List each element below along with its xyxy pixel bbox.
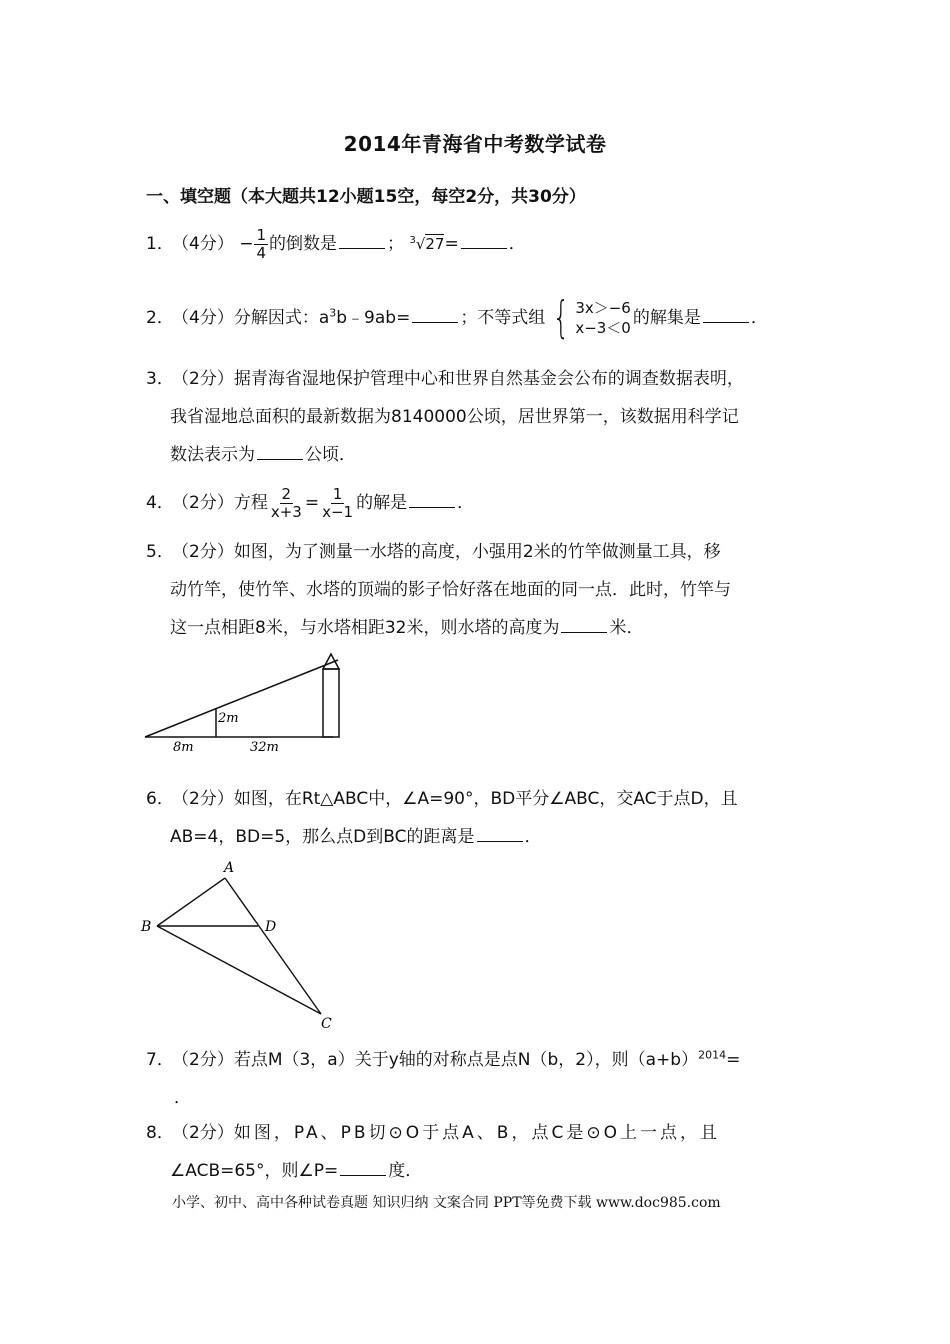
question-number: 1． <box>146 234 174 254</box>
paper-title: 2014年青海省中考数学试卷 <box>343 132 607 156</box>
question-score: （4分） <box>172 308 234 328</box>
label-D: D <box>265 919 277 935</box>
answer-blank <box>561 631 607 633</box>
inequality-system: { 3x＞−6 x−3＜0 <box>552 292 631 343</box>
question-1: 1．（4分） − $\frac{1}{4}$ 的倒数是 ； $^3$√27= ． <box>146 225 526 262</box>
question-score: （2分） <box>172 1123 234 1143</box>
answer-blank <box>703 321 749 323</box>
answer-blank <box>477 840 523 842</box>
distance-label-32m: 32m <box>250 740 279 755</box>
question-score: （2分） <box>172 1050 234 1070</box>
label-C: C <box>321 1016 332 1032</box>
question-4: 4．（2分）方程 $\frac{2}{x+3}$ = $\frac{1}{x-1}$ 的解是 ． <box>146 484 475 521</box>
section-heading: 一、填空题（本大题共12小题15空，每空2分，共30分） <box>146 187 586 207</box>
question-8: 8．（2分）如图，PA、PB切⊙O于点A、B，点C是⊙O上一点，且 ∠ACB=65°，则∠P= 度． <box>146 1114 816 1190</box>
question-number: 6． <box>146 789 174 809</box>
label-A: A <box>224 860 235 876</box>
label-B: B <box>141 919 152 935</box>
triangle-figure <box>138 856 348 1034</box>
question-score: （2分） <box>172 542 234 562</box>
question-number: 2． <box>146 308 174 328</box>
tower-roof <box>323 654 339 669</box>
fraction: $\frac{1}{x-1}$ <box>322 484 354 521</box>
water-tower <box>323 669 339 737</box>
water-tower-figure <box>140 645 360 757</box>
answer-blank <box>257 458 303 460</box>
question-5: 5．（2分）如图，为了测量一水塔的高度，小强用2米的竹竿做测量工具，移 动竹竿，使竹竿、水塔的顶端的影子恰好落在地面的同一点．此时，竹竿与 这一点相距8米，与水塔相距32米，则水塔的高度为 米． <box>146 533 816 647</box>
side-AC <box>225 878 321 1014</box>
fraction: $\frac{2}{x+3}$ <box>270 484 302 521</box>
question-7: 7．（2分）若点M（3，a）关于y轴的对称点是点N（b，2），则$(a+b)^{2014}=$ ． <box>146 1041 816 1117</box>
question-number: 4． <box>146 493 174 513</box>
page-footer: 小学、初中、高中各种试卷真题 知识归纳 文案合同 PPT等免费下载 www.doc985.com <box>172 1195 721 1211</box>
answer-blank <box>412 321 458 323</box>
side-BC <box>157 926 321 1014</box>
question-number: 5． <box>146 542 174 562</box>
sun-ray-line <box>145 660 338 737</box>
cube-root: $^3$√27 <box>409 235 445 253</box>
question-number: 3． <box>146 369 174 389</box>
answer-blank <box>340 1174 386 1176</box>
answer-blank <box>339 247 385 249</box>
question-3: 3．（2分）据青海省湿地保护管理中心和世界自然基金会公布的调查数据表明， 我省湿地总面积的最新数据为8140000公顷，居世界第一，该数据用科学记 数法表示为 公顷． <box>146 360 816 474</box>
question-6: 6．（2分）如图，在Rt△ABC中，∠A=90°，BD平分∠ABC，交AC于点D，且 AB=4，BD=5，那么点D到BC的距离是 ． <box>146 780 816 856</box>
question-score: （4分） <box>172 234 234 254</box>
answer-blank <box>409 506 455 508</box>
answer-blank <box>461 247 507 249</box>
distance-label-8m: 8m <box>173 740 194 755</box>
fraction: $\frac{1}{4}$ <box>256 225 267 262</box>
question-number: 7． <box>146 1050 174 1070</box>
question-score: （2分） <box>172 369 234 389</box>
question-score: （2分） <box>172 493 234 513</box>
minus-sign: − <box>239 234 254 254</box>
question-2: 2．（4分）分解因式：$a^3b﹣9ab=$ ；不等式组 { 3x＞−6 x−3＜0 的解集是 ． <box>146 292 768 343</box>
question-score: （2分） <box>172 789 234 809</box>
question-number: 8． <box>146 1123 174 1143</box>
side-AB <box>157 878 225 926</box>
pole-height-label: 2m <box>218 711 239 726</box>
